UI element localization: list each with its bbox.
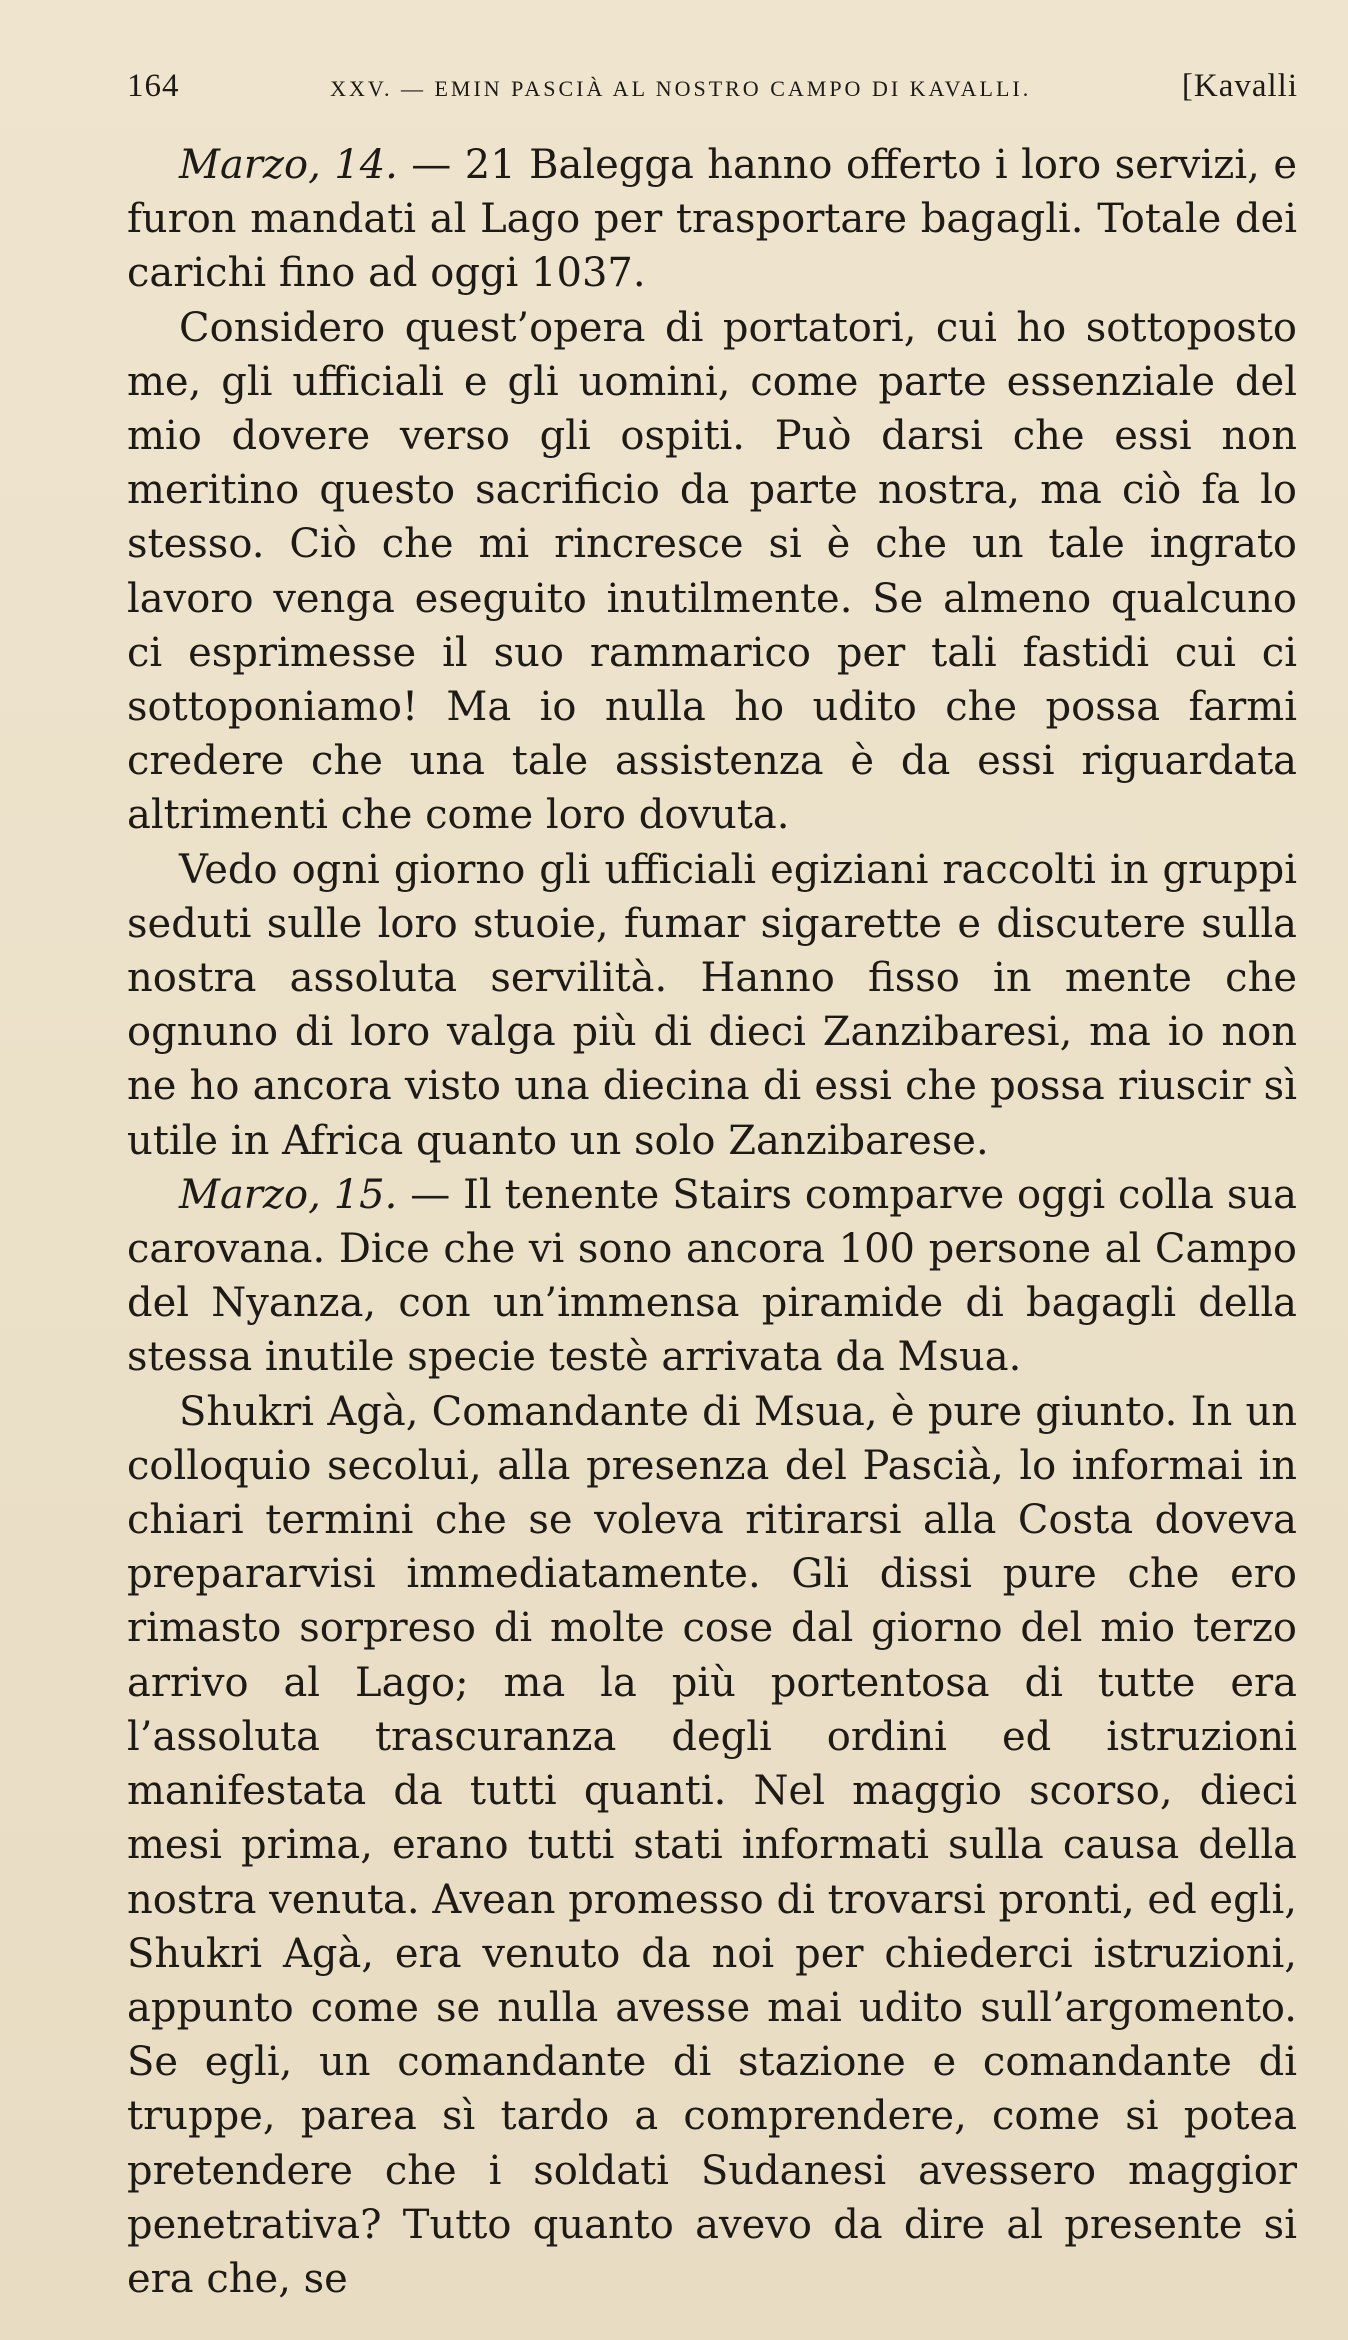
chapter-title: XXV. — EMIN PASCIÀ AL NOSTRO CAMPO DI KAVALLI. xyxy=(330,76,1032,101)
date-label: Marzo, 15. xyxy=(179,1171,398,1218)
paragraph-porters xyxy=(127,301,1297,843)
paragraph-text: Shukri Agà, Comandante di Msua, è pure giunto. In un colloquio secolui, alla presenza del Pascià, lo informai in chiari termini che se voleva ritirarsi alla Costa doveva prepararvisi immediatamente. Gli dissi pure che ero rimasto sorpreso di molte cose dal giorno del mio terzo arrivo al Lago; ma la più portentosa di tutte era l’assoluta trascuranza degli ordini ed istruzioni manifestata da tutti quanti. Nel maggio scorso, dieci mesi prima, erano tutti stati informati sulla causa della nostra venuta. Avean promesso di trovarsi pronti, ed egli, Shukri Agà, era venuto da noi per chiederci istruzioni, appunto come se nulla avesse mai udito sull’argomento. Se egli, un comandante di stazione e comandante di truppe, parea sì tardo a comprendere, come si potea pretendere che i soldati Sudanesi avessero maggior penetrativa? Tutto quanto avevo da dire al presente si era che, se xyxy=(127,1388,1297,2302)
paragraph-text: Considero quest’opera di portatori, cui ho sottoposto me, gli ufficiali e gli uomini, come parte essenziale del mio dovere verso gli ospiti. Può darsi che essi non meritino questo sacrificio da parte nostra, ma ciò fa lo stesso. Ciò che mi rincresce si è che un tale ingrato lavoro venga eseguito inutilmente. Se almeno qualcuno ci esprimesse il suo rammarico per tali fastidi cui ci sottoponiamo! Ma io nulla ho udito che possa farmi credere che una tale assistenza è da essi riguardata altrimenti che come loro dovuta. xyxy=(127,304,1297,839)
paragraph-text: — Il tenente Stairs comparve oggi colla sua carovana. Dice che vi sono ancora 100 persone al Campo del Nyanza, con un’immensa piramide di bagagli della stessa inutile specie testè arrivata da Msua. xyxy=(127,1171,1298,1381)
paragraph-egyptian-officers xyxy=(127,843,1297,1168)
paragraph-march-14 xyxy=(127,138,1297,301)
section-reference: [Kavalli xyxy=(1181,68,1298,104)
paragraph-shukri-aga xyxy=(127,1385,1297,2306)
running-head xyxy=(127,68,1298,118)
date-label: Marzo, 14. xyxy=(179,142,398,188)
body-text xyxy=(127,138,1297,2306)
paragraph-march-15 xyxy=(127,1168,1297,1385)
paragraph-text: — 21 Balegga hanno offerto i loro servizi, e furon mandati al Lago per trasportare bagagli. Totale dei carichi fino ad oggi 1037. xyxy=(127,142,1297,297)
page-number: 164 xyxy=(127,68,180,104)
paragraph-text: Vedo ogni giorno gli ufficiali egiziani raccolti in gruppi seduti sulle loro stuoie, fumar sigarette e discutere sulla nostra assoluta servilità. Hanno fisso in mente che ognuno di loro valga più di dieci Zanzibaresi, ma io non ne ho ancora visto una diecina di essi che possa riuscir sì utile in Africa quanto un solo Zanzibarese. xyxy=(127,846,1297,1164)
